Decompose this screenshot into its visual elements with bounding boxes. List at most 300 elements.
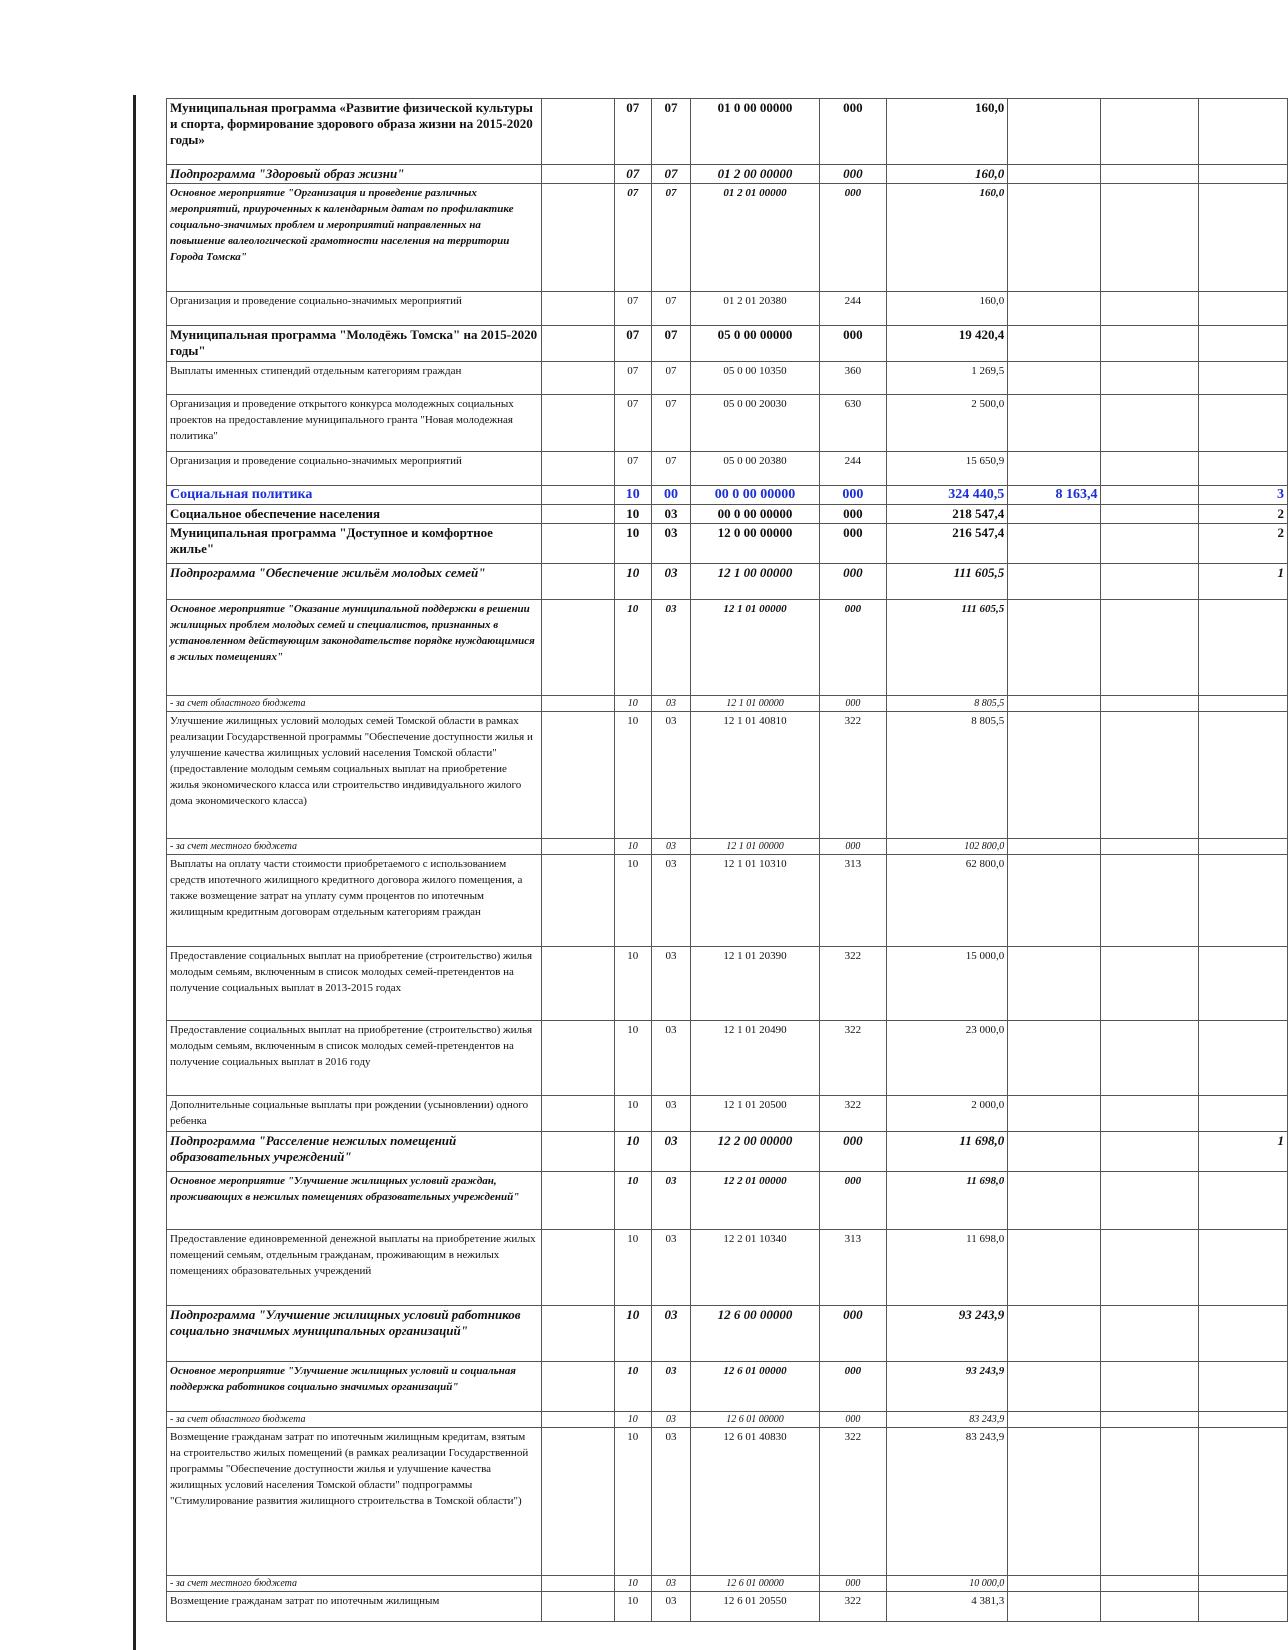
row-extra-c — [1198, 947, 1287, 1021]
row-blank — [542, 564, 615, 600]
row-section-code: 10 — [614, 839, 651, 855]
row-extra-c — [1198, 1306, 1287, 1362]
row-blank — [542, 1021, 615, 1096]
row-amount: 93 243,9 — [887, 1362, 1008, 1412]
row-name: Муниципальная программа "Доступное и комфортное жилье" — [167, 524, 542, 564]
row-name: Предоставление единовременной денежной выплаты на приобретение жилых помещений семьям, отдельным гражданам, проживающим в нежилых помещениях образовательных учреждений — [167, 1230, 542, 1306]
row-section-code: 10 — [614, 855, 651, 947]
row-extra-a — [1008, 600, 1101, 696]
row-extra-c — [1198, 1230, 1287, 1306]
row-blank — [542, 505, 615, 524]
row-extra-b — [1101, 486, 1198, 505]
row-subsection-code: 03 — [651, 1576, 690, 1592]
table-row — [167, 165, 1288, 184]
row-name: Основное мероприятие "Улучшение жилищных условий и социальная поддержка работников социально значимых организаций" — [167, 1362, 542, 1412]
row-extra-c — [1198, 326, 1287, 362]
row-blank — [542, 1306, 615, 1362]
row-expense-type: 000 — [819, 1362, 886, 1412]
row-expense-type: 000 — [819, 696, 886, 712]
row-extra-a — [1008, 1021, 1101, 1096]
row-expense-type: 000 — [819, 486, 886, 505]
row-extra-b — [1101, 1306, 1198, 1362]
row-section-code: 10 — [614, 1412, 651, 1428]
table-row — [167, 1412, 1288, 1428]
table-row — [167, 1592, 1288, 1622]
row-target-code: 12 1 01 20490 — [691, 1021, 819, 1096]
row-expense-type: 000 — [819, 99, 886, 165]
row-name: - за счет местного бюджета — [167, 1576, 542, 1592]
row-subsection-code: 00 — [651, 486, 690, 505]
row-amount: 216 547,4 — [887, 524, 1008, 564]
row-extra-a — [1008, 1230, 1101, 1306]
row-expense-type: 000 — [819, 600, 886, 696]
row-name: - за счет областного бюджета — [167, 696, 542, 712]
row-extra-b — [1101, 1362, 1198, 1412]
row-extra-a — [1008, 855, 1101, 947]
row-name: Предоставление социальных выплат на приобретение (строительство) жилья молодым семьям, включенным в список молодых семей-претендентов на получение социальных выплат в 2016 году — [167, 1021, 542, 1096]
table-row — [167, 839, 1288, 855]
row-amount: 2 500,0 — [887, 395, 1008, 452]
row-extra-c — [1198, 1172, 1287, 1230]
row-expense-type: 244 — [819, 452, 886, 486]
table-row — [167, 1428, 1288, 1576]
row-extra-b — [1101, 600, 1198, 696]
row-target-code: 12 6 01 00000 — [691, 1412, 819, 1428]
row-extra-b — [1101, 1021, 1198, 1096]
row-name: Подпрограмма "Обеспечение жильём молодых семей" — [167, 564, 542, 600]
row-name: Подпрограмма "Улучшение жилищных условий работников социально значимых муниципальных организаций" — [167, 1306, 542, 1362]
row-name: - за счет местного бюджета — [167, 839, 542, 855]
row-subsection-code: 07 — [651, 292, 690, 326]
table-row — [167, 1096, 1288, 1132]
row-name: Дополнительные социальные выплаты при рождении (усыновлении) одного ребенка — [167, 1096, 542, 1132]
row-extra-a — [1008, 1172, 1101, 1230]
table-row — [167, 99, 1288, 165]
row-blank — [542, 947, 615, 1021]
row-extra-a — [1008, 1132, 1101, 1172]
row-expense-type: 322 — [819, 1021, 886, 1096]
row-name: Организация и проведение открытого конкурса молодежных социальных проектов на предоставление муниципального гранта "Новая молодежная политика" — [167, 395, 542, 452]
row-blank — [542, 1428, 615, 1576]
row-section-code: 10 — [614, 947, 651, 1021]
row-expense-type: 000 — [819, 505, 886, 524]
row-extra-c — [1198, 1021, 1287, 1096]
row-name: - за счет областного бюджета — [167, 1412, 542, 1428]
row-target-code: 12 2 01 00000 — [691, 1172, 819, 1230]
row-target-code: 12 2 00 00000 — [691, 1132, 819, 1172]
row-amount: 102 800,0 — [887, 839, 1008, 855]
row-target-code: 12 1 01 20390 — [691, 947, 819, 1021]
row-section-code: 10 — [614, 1132, 651, 1172]
row-expense-type: 244 — [819, 292, 886, 326]
row-target-code: 12 2 01 10340 — [691, 1230, 819, 1306]
table-row — [167, 1132, 1288, 1172]
row-amount: 111 605,5 — [887, 600, 1008, 696]
row-extra-a — [1008, 839, 1101, 855]
row-extra-c — [1198, 184, 1287, 292]
row-name: Муниципальная программа "Молодёжь Томска" на 2015-2020 годы" — [167, 326, 542, 362]
row-extra-b — [1101, 1576, 1198, 1592]
row-section-code: 07 — [614, 99, 651, 165]
row-section-code: 10 — [614, 1362, 651, 1412]
row-extra-a — [1008, 564, 1101, 600]
row-expense-type: 000 — [819, 1132, 886, 1172]
row-name: Основное мероприятие "Организация и проведение различных мероприятий, приуроченных к календарным датам по профилактике социально-значимых проблем и мероприятий направленных на повышение валеологической грамотности населения на территории Города Томска" — [167, 184, 542, 292]
row-extra-b — [1101, 505, 1198, 524]
row-name: Организация и проведение социально-значимых мероприятий — [167, 452, 542, 486]
row-extra-a — [1008, 1428, 1101, 1576]
row-blank — [542, 600, 615, 696]
row-section-code: 10 — [614, 524, 651, 564]
row-amount: 1 269,5 — [887, 362, 1008, 395]
row-target-code: 12 6 00 00000 — [691, 1306, 819, 1362]
table-row — [167, 452, 1288, 486]
row-name: Выплаты именных стипендий отдельным категориям граждан — [167, 362, 542, 395]
row-target-code: 05 0 00 10350 — [691, 362, 819, 395]
row-target-code: 12 1 01 00000 — [691, 600, 819, 696]
row-extra-b — [1101, 326, 1198, 362]
row-subsection-code: 03 — [651, 712, 690, 839]
row-subsection-code: 07 — [651, 326, 690, 362]
row-extra-b — [1101, 524, 1198, 564]
row-extra-c — [1198, 165, 1287, 184]
row-blank — [542, 1132, 615, 1172]
row-amount: 160,0 — [887, 184, 1008, 292]
row-extra-a — [1008, 1592, 1101, 1622]
row-extra-c — [1198, 855, 1287, 947]
row-subsection-code: 07 — [651, 362, 690, 395]
row-subsection-code: 03 — [651, 1096, 690, 1132]
row-extra-a — [1008, 165, 1101, 184]
row-extra-b — [1101, 99, 1198, 165]
row-name: Основное мероприятие "Улучшение жилищных условий граждан, проживающих в нежилых помещениях образовательных учреждений" — [167, 1172, 542, 1230]
row-section-code: 07 — [614, 326, 651, 362]
row-target-code: 01 2 00 00000 — [691, 165, 819, 184]
row-expense-type: 000 — [819, 524, 886, 564]
row-name: Подпрограмма "Расселение нежилых помещений образовательных учреждений" — [167, 1132, 542, 1172]
row-subsection-code: 03 — [651, 1592, 690, 1622]
row-subsection-code: 03 — [651, 505, 690, 524]
row-extra-c — [1198, 395, 1287, 452]
row-extra-b — [1101, 1428, 1198, 1576]
row-target-code: 05 0 00 20380 — [691, 452, 819, 486]
row-extra-b — [1101, 1096, 1198, 1132]
row-expense-type: 000 — [819, 1576, 886, 1592]
row-extra-b — [1101, 184, 1198, 292]
row-blank — [542, 165, 615, 184]
row-subsection-code: 03 — [651, 1132, 690, 1172]
row-extra-b — [1101, 1132, 1198, 1172]
row-extra-c — [1198, 1428, 1287, 1576]
row-subsection-code: 03 — [651, 1306, 690, 1362]
row-extra-b — [1101, 165, 1198, 184]
row-amount: 160,0 — [887, 292, 1008, 326]
row-expense-type: 313 — [819, 1230, 886, 1306]
row-extra-a — [1008, 1412, 1101, 1428]
row-extra-b — [1101, 564, 1198, 600]
row-expense-type: 630 — [819, 395, 886, 452]
row-extra-b — [1101, 1230, 1198, 1306]
row-section-code: 10 — [614, 1576, 651, 1592]
row-extra-c: 3 — [1198, 486, 1287, 505]
row-amount: 62 800,0 — [887, 855, 1008, 947]
row-extra-a: 8 163,4 — [1008, 486, 1101, 505]
row-name: Социальное обеспечение населения — [167, 505, 542, 524]
row-blank — [542, 326, 615, 362]
row-amount: 8 805,5 — [887, 712, 1008, 839]
row-expense-type: 000 — [819, 326, 886, 362]
table-row — [167, 600, 1288, 696]
row-amount: 15 000,0 — [887, 947, 1008, 1021]
row-extra-c — [1198, 712, 1287, 839]
row-extra-b — [1101, 452, 1198, 486]
row-section-code: 07 — [614, 362, 651, 395]
row-blank — [542, 362, 615, 395]
row-subsection-code: 07 — [651, 452, 690, 486]
row-blank — [542, 712, 615, 839]
row-blank — [542, 1576, 615, 1592]
row-blank — [542, 855, 615, 947]
row-target-code: 12 6 01 00000 — [691, 1362, 819, 1412]
row-section-code: 10 — [614, 1428, 651, 1576]
row-name: Организация и проведение социально-значимых мероприятий — [167, 292, 542, 326]
row-blank — [542, 1172, 615, 1230]
row-expense-type: 000 — [819, 1306, 886, 1362]
row-target-code: 12 1 01 20500 — [691, 1096, 819, 1132]
table-row — [167, 395, 1288, 452]
table-row — [167, 184, 1288, 292]
row-section-code: 07 — [614, 395, 651, 452]
row-extra-b — [1101, 1172, 1198, 1230]
row-expense-type: 000 — [819, 1412, 886, 1428]
row-subsection-code: 07 — [651, 395, 690, 452]
row-target-code: 12 1 01 00000 — [691, 696, 819, 712]
row-amount: 160,0 — [887, 99, 1008, 165]
row-subsection-code: 07 — [651, 184, 690, 292]
row-target-code: 12 1 01 00000 — [691, 839, 819, 855]
row-extra-c — [1198, 362, 1287, 395]
row-extra-a — [1008, 524, 1101, 564]
row-extra-c — [1198, 1096, 1287, 1132]
row-amount: 2 000,0 — [887, 1096, 1008, 1132]
row-blank — [542, 1230, 615, 1306]
row-extra-b — [1101, 1592, 1198, 1622]
row-extra-c — [1198, 1592, 1287, 1622]
row-extra-b — [1101, 1412, 1198, 1428]
row-section-code: 10 — [614, 486, 651, 505]
row-amount: 15 650,9 — [887, 452, 1008, 486]
row-amount: 10 000,0 — [887, 1576, 1008, 1592]
row-blank — [542, 1362, 615, 1412]
row-extra-b — [1101, 947, 1198, 1021]
row-expense-type: 000 — [819, 165, 886, 184]
row-extra-a — [1008, 1306, 1101, 1362]
row-amount: 11 698,0 — [887, 1132, 1008, 1172]
row-expense-type: 322 — [819, 712, 886, 839]
row-blank — [542, 292, 615, 326]
table-row — [167, 1230, 1288, 1306]
row-target-code: 12 0 00 00000 — [691, 524, 819, 564]
row-extra-a — [1008, 184, 1101, 292]
row-extra-b — [1101, 712, 1198, 839]
row-expense-type: 313 — [819, 855, 886, 947]
row-extra-a — [1008, 99, 1101, 165]
row-amount: 11 698,0 — [887, 1230, 1008, 1306]
table-row — [167, 505, 1288, 524]
row-target-code: 12 6 01 20550 — [691, 1592, 819, 1622]
row-subsection-code: 03 — [651, 564, 690, 600]
table-row — [167, 696, 1288, 712]
row-section-code: 10 — [614, 600, 651, 696]
row-target-code: 12 1 01 10310 — [691, 855, 819, 947]
row-extra-c — [1198, 99, 1287, 165]
table-row — [167, 1576, 1288, 1592]
row-amount: 11 698,0 — [887, 1172, 1008, 1230]
table-row — [167, 292, 1288, 326]
row-extra-c: 2 — [1198, 524, 1287, 564]
row-amount: 324 440,5 — [887, 486, 1008, 505]
row-amount: 111 605,5 — [887, 564, 1008, 600]
table-row — [167, 564, 1288, 600]
row-name: Муниципальная программа «Развитие физической культуры и спорта, формирование здорового образа жизни на 2015-2020 годы» — [167, 99, 542, 165]
row-name: Улучшение жилищных условий молодых семей Томской области в рамках реализации Государственной программы "Обеспечение доступности жилья и улучшение качества жилищных условий населения Томской области" (предоставление молодым семьям социальных выплат на приобретение жилья экономического класса или строительство индивидуального жилого дома экономического класса) — [167, 712, 542, 839]
row-expense-type: 322 — [819, 1428, 886, 1576]
table-row — [167, 524, 1288, 564]
row-extra-a — [1008, 452, 1101, 486]
table-row — [167, 326, 1288, 362]
row-target-code: 12 1 00 00000 — [691, 564, 819, 600]
row-target-code: 00 0 00 00000 — [691, 486, 819, 505]
table-row — [167, 362, 1288, 395]
row-section-code: 10 — [614, 1592, 651, 1622]
row-section-code: 10 — [614, 564, 651, 600]
table-row — [167, 486, 1288, 505]
row-section-code: 10 — [614, 1021, 651, 1096]
row-name: Основное мероприятие "Оказание муниципальной поддержки в решении жилищных проблем молодых семей и специалистов, признанных в установленном действующим законодательстве порядке нуждающимися в жилых помещениях" — [167, 600, 542, 696]
row-subsection-code: 03 — [651, 1172, 690, 1230]
row-target-code: 12 6 01 40830 — [691, 1428, 819, 1576]
budget-table — [166, 98, 1288, 1622]
row-amount: 4 381,3 — [887, 1592, 1008, 1622]
row-amount: 93 243,9 — [887, 1306, 1008, 1362]
row-extra-a — [1008, 712, 1101, 839]
row-blank — [542, 452, 615, 486]
row-name: Выплаты на оплату части стоимости приобретаемого с использованием средств ипотечного жилищного кредитного договора жилого помещения, а также возмещение затрат на уплату сумм процентов по ипотечным жилищным кредитным договорам отдельным категориям граждан — [167, 855, 542, 947]
row-extra-a — [1008, 696, 1101, 712]
row-name: Возмещение гражданам затрат по ипотечным жилищным — [167, 1592, 542, 1622]
row-target-code: 01 2 01 00000 — [691, 184, 819, 292]
row-expense-type: 322 — [819, 1592, 886, 1622]
row-extra-a — [1008, 947, 1101, 1021]
table-row — [167, 855, 1288, 947]
row-expense-type: 322 — [819, 947, 886, 1021]
table-row — [167, 947, 1288, 1021]
row-section-code: 10 — [614, 696, 651, 712]
row-target-code: 00 0 00 00000 — [691, 505, 819, 524]
row-blank — [542, 1096, 615, 1132]
row-section-code: 10 — [614, 1172, 651, 1230]
row-subsection-code: 03 — [651, 855, 690, 947]
row-section-code: 07 — [614, 165, 651, 184]
row-extra-c — [1198, 1576, 1287, 1592]
row-extra-c — [1198, 839, 1287, 855]
row-blank — [542, 839, 615, 855]
table-row — [167, 712, 1288, 839]
row-subsection-code: 03 — [651, 1021, 690, 1096]
row-name: Предоставление социальных выплат на приобретение (строительство) жилья молодым семьям, включенным в список молодых семей-претендентов на получение социальных выплат в 2013-2015 годах — [167, 947, 542, 1021]
row-blank — [542, 696, 615, 712]
row-expense-type: 360 — [819, 362, 886, 395]
table-row — [167, 1021, 1288, 1096]
row-subsection-code: 07 — [651, 165, 690, 184]
row-subsection-code: 03 — [651, 839, 690, 855]
row-name: Подпрограмма "Здоровый образ жизни" — [167, 165, 542, 184]
row-blank — [542, 184, 615, 292]
row-subsection-code: 03 — [651, 1428, 690, 1576]
row-subsection-code: 03 — [651, 696, 690, 712]
row-amount: 83 243,9 — [887, 1412, 1008, 1428]
row-blank — [542, 99, 615, 165]
row-blank — [542, 486, 615, 505]
row-extra-b — [1101, 855, 1198, 947]
row-extra-c — [1198, 600, 1287, 696]
row-extra-a — [1008, 395, 1101, 452]
row-subsection-code: 03 — [651, 1362, 690, 1412]
row-extra-a — [1008, 292, 1101, 326]
row-subsection-code: 03 — [651, 524, 690, 564]
row-target-code: 12 6 01 00000 — [691, 1576, 819, 1592]
row-target-code: 05 0 00 20030 — [691, 395, 819, 452]
row-amount: 19 420,4 — [887, 326, 1008, 362]
row-extra-c — [1198, 696, 1287, 712]
row-target-code: 12 1 01 40810 — [691, 712, 819, 839]
row-extra-c — [1198, 1362, 1287, 1412]
row-section-code: 07 — [614, 184, 651, 292]
table-row — [167, 1362, 1288, 1412]
row-target-code: 05 0 00 00000 — [691, 326, 819, 362]
row-section-code: 07 — [614, 292, 651, 326]
row-extra-c — [1198, 1412, 1287, 1428]
row-name: Возмещение гражданам затрат по ипотечным жилищным кредитам, взятым на строительство жилых помещений (в рамках реализации Государственной программы "Обеспечение доступности жилья и улучшение качества жилищных условий населения Томской области" подпрограммы "Стимулирование развития жилищного строительства в Томской области") — [167, 1428, 542, 1576]
row-section-code: 10 — [614, 1230, 651, 1306]
row-amount: 83 243,9 — [887, 1428, 1008, 1576]
left-margin-line — [133, 95, 136, 1650]
row-subsection-code: 03 — [651, 600, 690, 696]
row-extra-a — [1008, 505, 1101, 524]
row-extra-a — [1008, 326, 1101, 362]
row-extra-c — [1198, 452, 1287, 486]
row-amount: 8 805,5 — [887, 696, 1008, 712]
row-extra-c: 1 — [1198, 1132, 1287, 1172]
row-extra-a — [1008, 1096, 1101, 1132]
row-amount: 160,0 — [887, 165, 1008, 184]
row-extra-a — [1008, 1576, 1101, 1592]
row-section-code: 10 — [614, 1096, 651, 1132]
row-extra-a — [1008, 362, 1101, 395]
row-extra-c: 2 — [1198, 505, 1287, 524]
row-target-code: 01 0 00 00000 — [691, 99, 819, 165]
row-expense-type: 000 — [819, 184, 886, 292]
row-expense-type: 322 — [819, 1096, 886, 1132]
row-name: Социальная политика — [167, 486, 542, 505]
row-expense-type: 000 — [819, 1172, 886, 1230]
row-subsection-code: 07 — [651, 99, 690, 165]
row-extra-a — [1008, 1362, 1101, 1412]
row-extra-c — [1198, 292, 1287, 326]
row-subsection-code: 03 — [651, 947, 690, 1021]
row-amount: 23 000,0 — [887, 1021, 1008, 1096]
row-section-code: 10 — [614, 1306, 651, 1362]
